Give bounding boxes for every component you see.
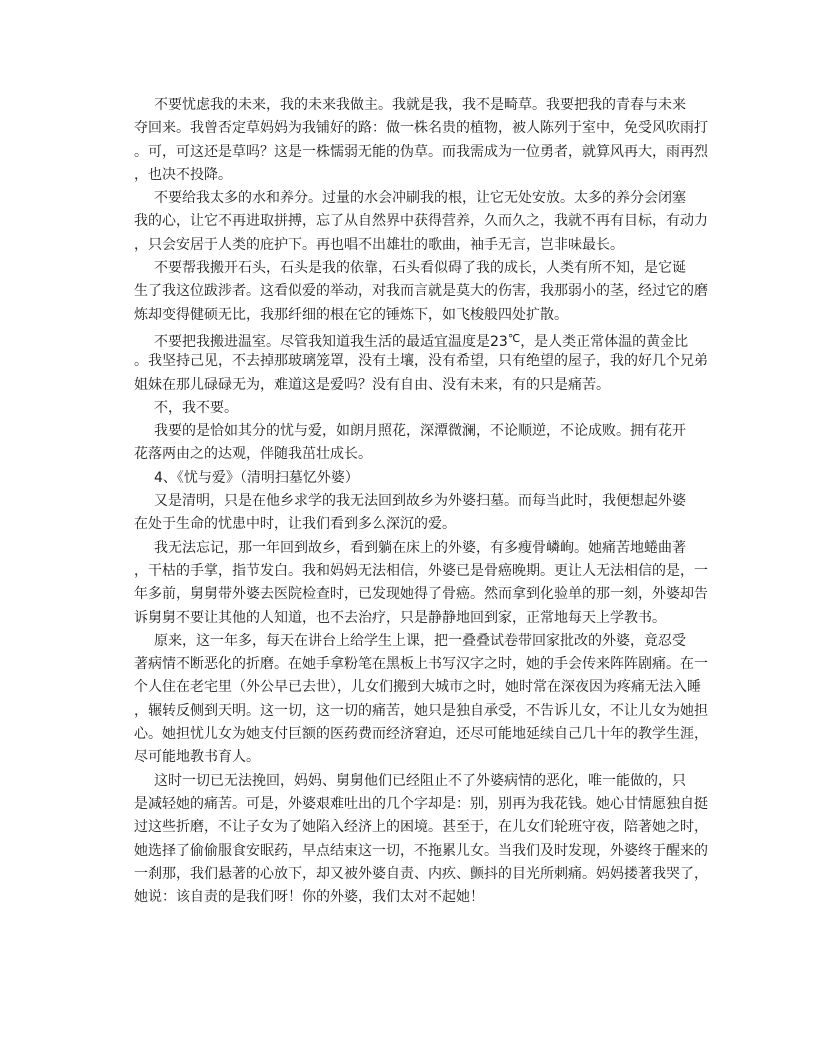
paragraph-3-line-3: 炼却变得健硕无比，我那纤细的根在它的锤炼下，如飞梭般四处扩散。 — [134, 306, 568, 323]
paragraph-4-trail-text: ，是人类正常体温的黄金比 — [520, 333, 689, 350]
paragraph-2-line-3: ，只会安居于人类的庇护下。再也唱不出雄壮的歌曲，袖手无言，岂非味最长。 — [134, 236, 624, 253]
paragraph-10-line-5: 一刹那，我们悬著的心放下，却又被外婆自责、内疚、颤抖的目光所刺痛。妈妈搂著我哭了， — [134, 865, 708, 882]
paragraph-9-line-6: 尽可能地教书育人。 — [134, 749, 260, 766]
paragraph-4-lead-text: 不要把我搬进温室。尽管我知道我生活的最适宜温度是 — [154, 333, 490, 350]
paragraph-9-line-1: 原来，这一年多，每天在讲台上给学生上课，把一叠叠试卷带回家批改的外婆，竟忍受 — [154, 632, 686, 649]
paragraph-9-line-5: 心。她担忧儿女为她支付巨额的医药费而经济窘迫，还尽可能地延续自己几十年的教学生涯， — [134, 726, 708, 743]
paragraph-6-line-1: 我要的是恰如其分的忧与爱，如朗月照花，深潭微澜，不论顺逆，不论成败。拥有花开 — [154, 423, 686, 440]
paragraph-9-line-4: ，辗转反侧到天明。这一切，这一切的痛苦，她只是独自承受，不告诉儿女，不让儿女为她担 — [134, 702, 708, 719]
paragraph-6-line-2: 花落两由之的达观，伴随我茁壮成长。 — [134, 446, 372, 463]
section-heading: 4、《忧与爱》（清明扫墓忆外婆） — [154, 469, 359, 486]
paragraph-10-line-6: 她说：该自责的是我们呀！你的外婆，我们太对不起她！ — [134, 889, 484, 906]
paragraph-10-line-3: 过这些折磨，不让子女为了她陷入经济上的困境。甚至于，在儿女们轮班守夜，陪著她之时， — [134, 819, 708, 836]
temperature-unit: ℃ — [507, 331, 521, 345]
paragraph-8-line-2: ，干枯的手掌，指节发白。我和妈妈无法相信，外婆已是骨癌晚期。更让人无法相信的是，一 — [134, 562, 708, 579]
paragraph-9-line-3: 个人住在老宅里（外公早已去世），儿女们搬到大城市之时，她时常在深夜因为疼痛无法入睡 — [134, 679, 701, 696]
paragraph-4-line-1 — [134, 327, 689, 350]
paragraph-10-line-4: 她选择了偷偷服食安眠药，早点结束这一切，不拖累儿女。当我们及时发现，外婆终于醒来的 — [134, 842, 708, 859]
paragraph-7-line-2: 在处于生命的忧患中时，让我们看到多么深沉的爱。 — [134, 516, 456, 533]
paragraph-1-line-3: 。可，可这还是草吗？这是一株懦弱无能的伪草。而我需成为一位勇者，就算风再大，雨再烈 — [134, 143, 708, 160]
paragraph-1-line-4: ，也决不投降。 — [134, 166, 232, 183]
paragraph-9-line-2: 著病情不断恶化的折磨。在她手拿粉笔在黑板上书写汉字之时，她的手会传来阵阵剧痛。在一 — [134, 656, 708, 673]
paragraph-8-line-4: 诉舅舅不要让其他的人知道，也不去治疗，只是静静地回到家，正常地每天上学教书。 — [134, 609, 666, 626]
paragraph-10-line-1: 这时一切已无法挽回，妈妈、舅舅他们已经阻止不了外婆病情的恶化，唯一能做的，只 — [154, 772, 686, 789]
paragraph-2-line-2: 我的心，让它不再进取拼搏，忘了从自然界中获得营养，久而久之，我就不再有目标，有动力 — [134, 213, 708, 230]
paragraph-7-line-1: 又是清明，只是在他乡求学的我无法回到故乡为外婆扫墓。而每当此时，我便想起外婆 — [154, 493, 686, 510]
paragraph-4-line-2: 。我坚持己见，不去掉那玻璃笼罩，没有土壤，没有希望，只有绝望的屋子，我的好几个兄弟 — [134, 353, 708, 370]
paragraph-1-line-2: 夺回来。我曾否定草妈妈为我铺好的路：做一株名贵的植物，被人陈列于室中，免受风吹雨打 — [134, 120, 708, 137]
paragraph-8-line-1: 我无法忘记，那一年回到故乡，看到躺在床上的外婆，有多瘦骨嶙峋。她痛苦地蜷曲著 — [154, 539, 686, 556]
paragraph-5-line-1: 不，我不要。 — [154, 399, 238, 416]
paragraph-10-line-2: 是减轻她的痛苦。可是，外婆艰难吐出的几个字却是：别，别再为我花钱。她心甘情愿独自挺 — [134, 795, 708, 812]
paragraph-2-line-1: 不要给我太多的水和养分。过量的水会冲刷我的根，让它无处安放。太多的养分会闭塞 — [154, 190, 686, 207]
document-page — [134, 94, 708, 909]
paragraph-3-line-2: 生了我这位跋涉者。这看似爱的举动，对我而言就是莫大的伤害，我那弱小的茎，经过它的磨 — [134, 283, 708, 300]
paragraph-1-line-1: 不要忧虑我的未来，我的未来我做主。我就是我，我不是畸草。我要把我的青春与未来 — [154, 97, 686, 113]
paragraph-3-line-1: 不要帮我搬开石头，石头是我的依靠，石头看似碍了我的成长，人类有所不知，是它诞 — [154, 260, 686, 277]
paragraph-8-line-3: 年多前，舅舅带外婆去医院检查时，已发现她得了骨癌。然而拿到化验单的那一刻，外婆却告 — [134, 586, 708, 603]
paragraph-4-line-3: 姐妹在那儿碌碌无为，难道这是爱吗？没有自由、没有未来，有的只是痛苦。 — [134, 376, 610, 393]
temperature-value: 23 — [490, 333, 508, 350]
